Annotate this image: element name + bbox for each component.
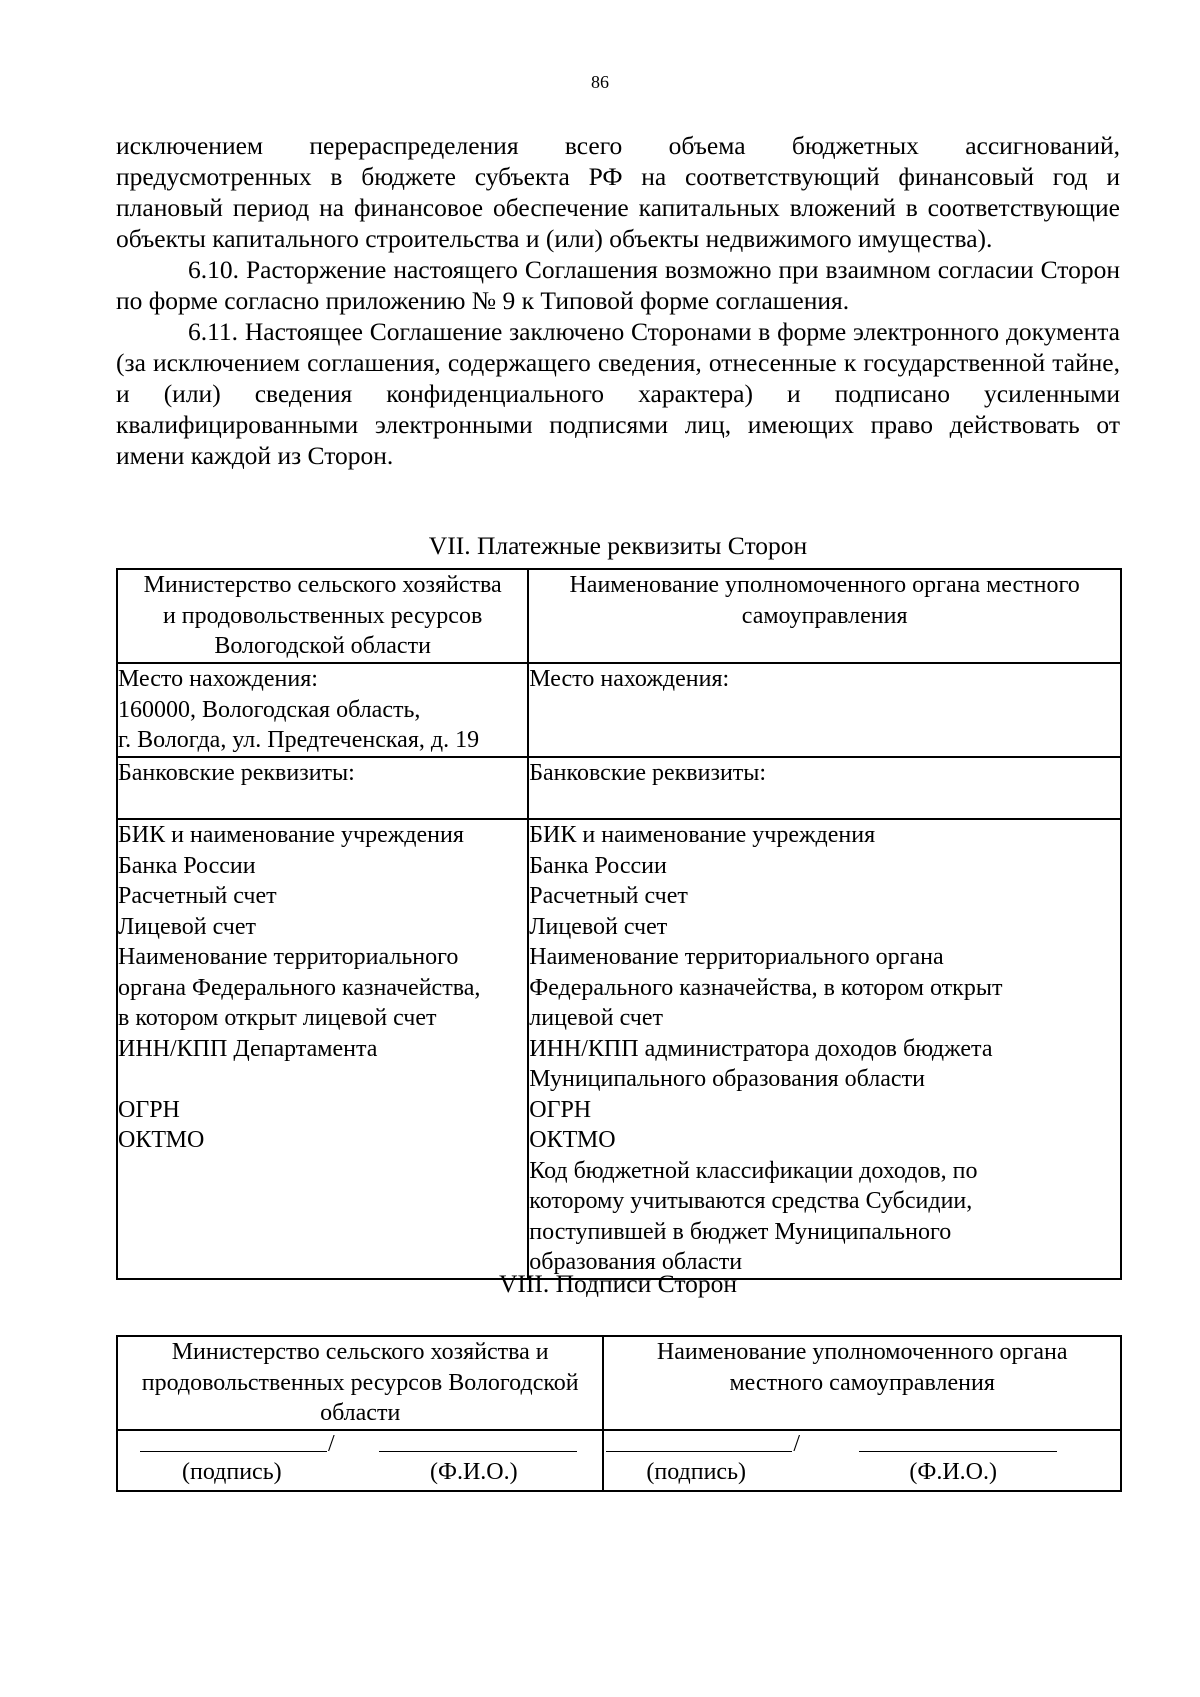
left-bank-details-cell [117, 819, 528, 1279]
cell-line: Министерство сельского хозяйства и [171, 1339, 549, 1365]
cell-line [118, 1064, 527, 1095]
signature-line [606, 1451, 792, 1452]
page-number: 86 [591, 72, 609, 92]
cell-line: в котором открыт лицевой счет [118, 1005, 437, 1031]
cell-line: Банка России [529, 852, 667, 879]
cell-line: продовольственных ресурсов Вологодской [141, 1369, 579, 1396]
cell-line: которому учитываются средства Субсидии, [529, 1188, 973, 1214]
paragraph: исключением перераспределения всего объема бюджетных ассигнований, предусмотренных в бюджете субъекта РФ на соответствующий финансовый год и плановый период на финансовое обеспечение капитальных вложений в соответствующие объекты капитального строительства и (или) объекты недвижимого имущества). [116, 131, 1120, 253]
cell-line: Расчетный счет [118, 883, 277, 909]
cell-line: Банка России [118, 852, 256, 879]
paragraph-6-11: 6.11. Настоящее Соглашение заключено Сторонами в форме электронного документа (за исключением соглашения, содержащего сведения, отнесенные к государственной тайне, и (или) сведения конфиденциального характера) и подписано усиленными квалифицированными электронными подписями лиц, имеющих право действовать от имени каждой из Сторон. [116, 317, 1120, 470]
cell-line: органа Федерального казначейства, [118, 974, 481, 1001]
cell-line: самоуправления [741, 602, 908, 629]
cell-line: Банковские реквизиты: [529, 760, 767, 786]
right-bank-label-cell [528, 757, 1121, 819]
cell-line: Вологодской области [214, 633, 431, 659]
name-line [859, 1451, 1057, 1452]
cell-line: Лицевой счет [529, 913, 668, 940]
left-location-cell [117, 663, 528, 757]
cell-line: Место нахождения: [529, 666, 730, 692]
signature-slash: / [793, 1431, 801, 1457]
cell-line: ИНН/КПП Департамента [118, 1035, 378, 1062]
cell-line: г. Вологда, ул. Предтеченская, д. 19 [118, 727, 480, 753]
cell-line: ОГРН [118, 1096, 180, 1123]
cell-line: Наименование уполномоченного органа [656, 1339, 1068, 1365]
cell-line: Федерального казначейства, в котором открыт [529, 974, 1003, 1001]
cell-line: области [320, 1400, 401, 1426]
signature-caption: (подпись) [646, 1459, 747, 1485]
left-party-cell [117, 569, 528, 663]
right-signature-cell [603, 1430, 1121, 1491]
table-row-signatures [117, 1430, 1121, 1491]
cell-line: ОКТМО [118, 1127, 205, 1153]
cell-line: Министерство сельского хозяйства [143, 572, 502, 598]
cell-line: Лицевой счет [118, 913, 257, 940]
cell-line: Место нахождения: [118, 666, 318, 692]
cell-line: ОКТМО [529, 1127, 616, 1153]
section-title-payment-details: VII. Платежные реквизиты Сторон [428, 531, 808, 560]
table-row-bank-details [117, 819, 1121, 1279]
cell-line: Наименование территориального [118, 944, 459, 970]
right-bank-details-cell [528, 819, 1121, 1279]
cell-line: местного самоуправления [729, 1369, 995, 1396]
cell-line: Муниципального образования области [529, 1066, 925, 1092]
name-caption: (Ф.И.О.) [909, 1459, 997, 1485]
cell-line: и продовольственных ресурсов [162, 602, 483, 629]
signatures-table [116, 1335, 1122, 1492]
left-signature-cell [117, 1430, 603, 1491]
name-caption: (Ф.И.О.) [430, 1459, 518, 1485]
table-row-parties [117, 1336, 1121, 1430]
cell-line: Наименование уполномоченного органа местного [569, 572, 1080, 598]
cell-line: поступившей в бюджет Муниципального [529, 1218, 952, 1245]
table-row-parties [117, 569, 1121, 663]
cell-line: БИК и наименование учреждения [529, 822, 876, 848]
table-row-bank-label [117, 757, 1121, 819]
cell-line: Код бюджетной классификации доходов, по [529, 1157, 978, 1184]
signature-line [140, 1451, 327, 1452]
cell-line: ОГРН [529, 1096, 592, 1123]
signature-caption: (подпись) [182, 1459, 282, 1485]
table-row-location [117, 663, 1121, 757]
signature-slash: / [328, 1431, 335, 1457]
cell-line: образования области [529, 1249, 743, 1275]
cell-line: 160000, Вологодская область, [118, 696, 421, 723]
cell-line: Наименование территориального органа [529, 944, 944, 970]
right-party-cell [528, 569, 1121, 663]
right-party-cell [603, 1336, 1121, 1430]
cell-line: ИНН/КПП администратора доходов бюджета [529, 1035, 993, 1062]
cell-line: лицевой счет [529, 1005, 663, 1031]
section-title-signatures: VIII. Подписи Сторон [498, 1269, 738, 1298]
name-line [379, 1451, 577, 1452]
cell-line: БИК и наименование учреждения [118, 822, 464, 848]
body-text [116, 130, 1120, 471]
left-party-cell [117, 1336, 603, 1430]
cell-line: Расчетный счет [529, 883, 688, 909]
cell-line: Банковские реквизиты: [118, 760, 355, 786]
left-bank-label-cell [117, 757, 528, 819]
payment-details-table [116, 568, 1122, 1280]
right-location-cell [528, 663, 1121, 757]
paragraph-6-10: 6.10. Расторжение настоящего Соглашения возможно при взаимном согласии Сторон по форме согласно приложению № 9 к Типовой форме соглашения. [116, 255, 1120, 315]
